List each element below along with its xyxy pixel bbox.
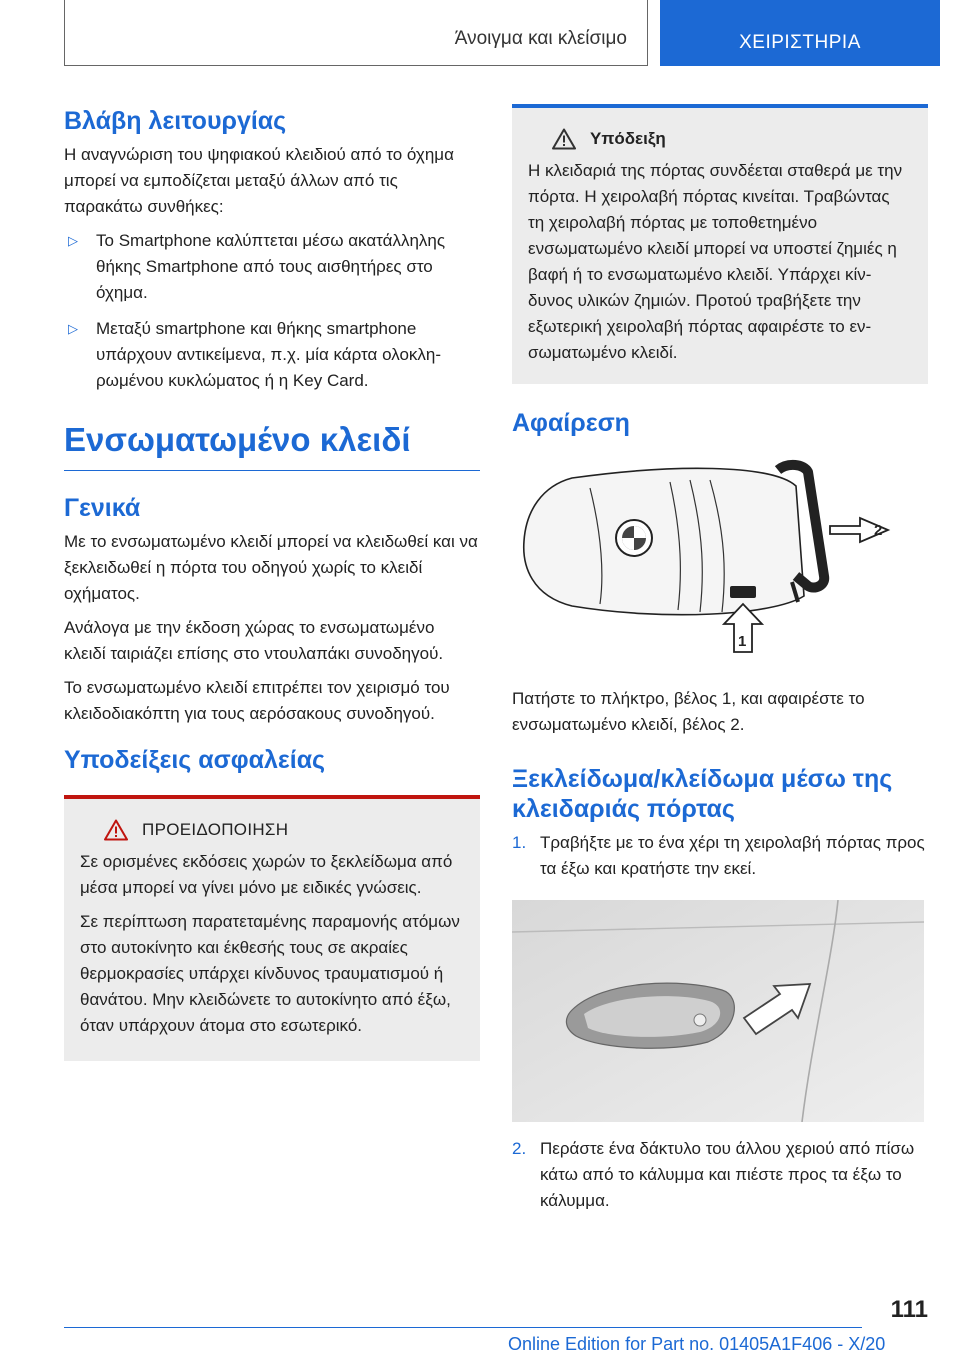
- warning-title-text: ΠΡΟΕΙΔΟΠΟΙΗΣΗ: [142, 819, 289, 839]
- header-chapter-label: ΧΕΙΡΙΣΤΗΡΙΑ: [739, 32, 861, 53]
- general-paragraph: Ανάλογα με την έκδοση χώρας το ενσωματωμένο κλειδί ταιριάζει επίσης στο ντουλαπάκι συνοδηγού.: [64, 617, 444, 663]
- malfunction-heading: Βλάβη λειτουργίας: [64, 107, 287, 135]
- note-title-text: Υπόδειξη: [590, 129, 666, 148]
- removal-text: Πατήστε το πλήκτρο, βέλος 1, και αφαιρέστε το ενσωματωμένο κλειδί, βέλος 2.: [512, 689, 865, 734]
- step-item: [512, 1136, 928, 1214]
- warning-paragraph: Σε ορισμένες εκδόσεις χωρών το ξεκλείδωμα από μέσα μπορεί να γίνει μόνο με ειδικές γνώσεις.: [80, 851, 453, 897]
- header-section-title: Άνοιγμα και κλείσιμο: [454, 28, 627, 49]
- page-number: 111: [890, 1296, 928, 1323]
- triangle-bullet-icon: ▷: [68, 233, 78, 248]
- warning-triangle-icon: [552, 128, 576, 150]
- footer-edition: Online Edition for Part no. 01405A1F406 - X/20: [508, 1334, 886, 1354]
- step-text: Τραβήξτε με το ένα χέρι τη χειρολαβή πόρτας προς τα έξω και κρατήστε την εκεί.: [540, 833, 925, 878]
- bullet-item: [64, 316, 480, 394]
- safety-heading: Υποδείξεις ασφαλείας: [64, 745, 326, 774]
- lock-unlock-heading: Ξεκλείδωμα/κλείδωμα μέσω της κλειδαριάς πόρτας: [512, 765, 893, 823]
- step-number: 2.: [512, 1139, 527, 1158]
- figure-label-1: 1: [738, 633, 747, 650]
- bullet-text: Μεταξύ smartphone και θήκης smartphone υπάρχουν αντικείμενα, π.χ. μία κάρτα ολοκληρωμένου κυκλώματος ή η Key Card.: [96, 319, 442, 390]
- note-title: [552, 128, 908, 150]
- triangle-bullet-icon: ▷: [68, 321, 78, 336]
- removal-heading: Αφαίρεση: [512, 409, 630, 437]
- warning-box: [64, 795, 480, 1061]
- general-paragraph: Με το ενσωματωμένο κλειδί μπορεί να κλειδωθεί και να ξεκλειδωθεί η πόρτα του οδηγού χωρίς το κλειδί οχήματος.: [64, 531, 478, 603]
- general-heading: Γενικά: [64, 493, 141, 522]
- warning-triangle-icon: [104, 819, 128, 841]
- bullet-text: Το Smartphone καλύπτεται μέσω ακατάλληλης θήκης Smartphone από τους αισθητήρες στο όχημα.: [96, 231, 446, 302]
- header-section-box: [64, 0, 648, 66]
- step-text: Περάστε ένα δάκτυλο του άλλου χεριού από πίσω κάτω από το κάλυμμα και πιέστε προς τα έξω το κάλυμμα.: [540, 1139, 915, 1210]
- left-column: [64, 96, 480, 1061]
- note-text: Η κλειδαριά της πόρτας συνδέεται σταθερά με την πόρτα. Η χειρολαβή πόρτας κινείται. Τραβώντας τη χειρολαβή πόρτας με τοποθετημένο ενσωματωμένο κλειδί μπορεί να υποστεί ζημιές η βαφή ή το ενσωματωμένο κλειδί. Υπάρχει κίνδυνος υλικών ζημιών. Προτού τραβήξετε την εξωτερική χειρολαβή πόρτας αφαιρέστε το ενσωματωμένο κλειδί.: [528, 161, 903, 362]
- step-item: [512, 830, 928, 882]
- integrated-key-heading: Ενσωματωμένο κλειδί: [64, 420, 480, 471]
- warning-paragraph: Σε περίπτωση παρατεταμένης παραμονής ατόμων στο αυτοκίνητο και έκθεσής τους σε ακραίες θερμοκρασίες υπάρχει κίνδυνος τραυματισμού ή θανάτου. Μην κλειδώνετε το αυτοκίνητο από έξω, όταν υπάρχουν άτομα στο εσωτερικό.: [80, 911, 460, 1035]
- bullet-item: [64, 228, 480, 306]
- right-column: [512, 104, 928, 1224]
- key-removal-illustration: [512, 456, 928, 656]
- step-number: 1.: [512, 833, 527, 852]
- malfunction-intro: Η αναγνώριση του ψηφιακού κλειδιού από το όχημα μπορεί να εμποδίζεται μεταξύ άλλων από τις παρακάτω συνθήκες:: [64, 145, 454, 216]
- header-chapter-tab: [660, 0, 940, 66]
- footer-divider: [64, 1327, 862, 1328]
- warning-title: [104, 819, 460, 841]
- general-paragraph: Το ενσωματωμένο κλειδί επιτρέπει τον χειρισμό του κλειδοδιακόπτη για τους αερόσακους συνοδηγού.: [64, 677, 450, 723]
- note-box: [512, 104, 928, 384]
- door-handle-illustration: [512, 900, 924, 1122]
- figure-label-2: 2: [874, 522, 883, 539]
